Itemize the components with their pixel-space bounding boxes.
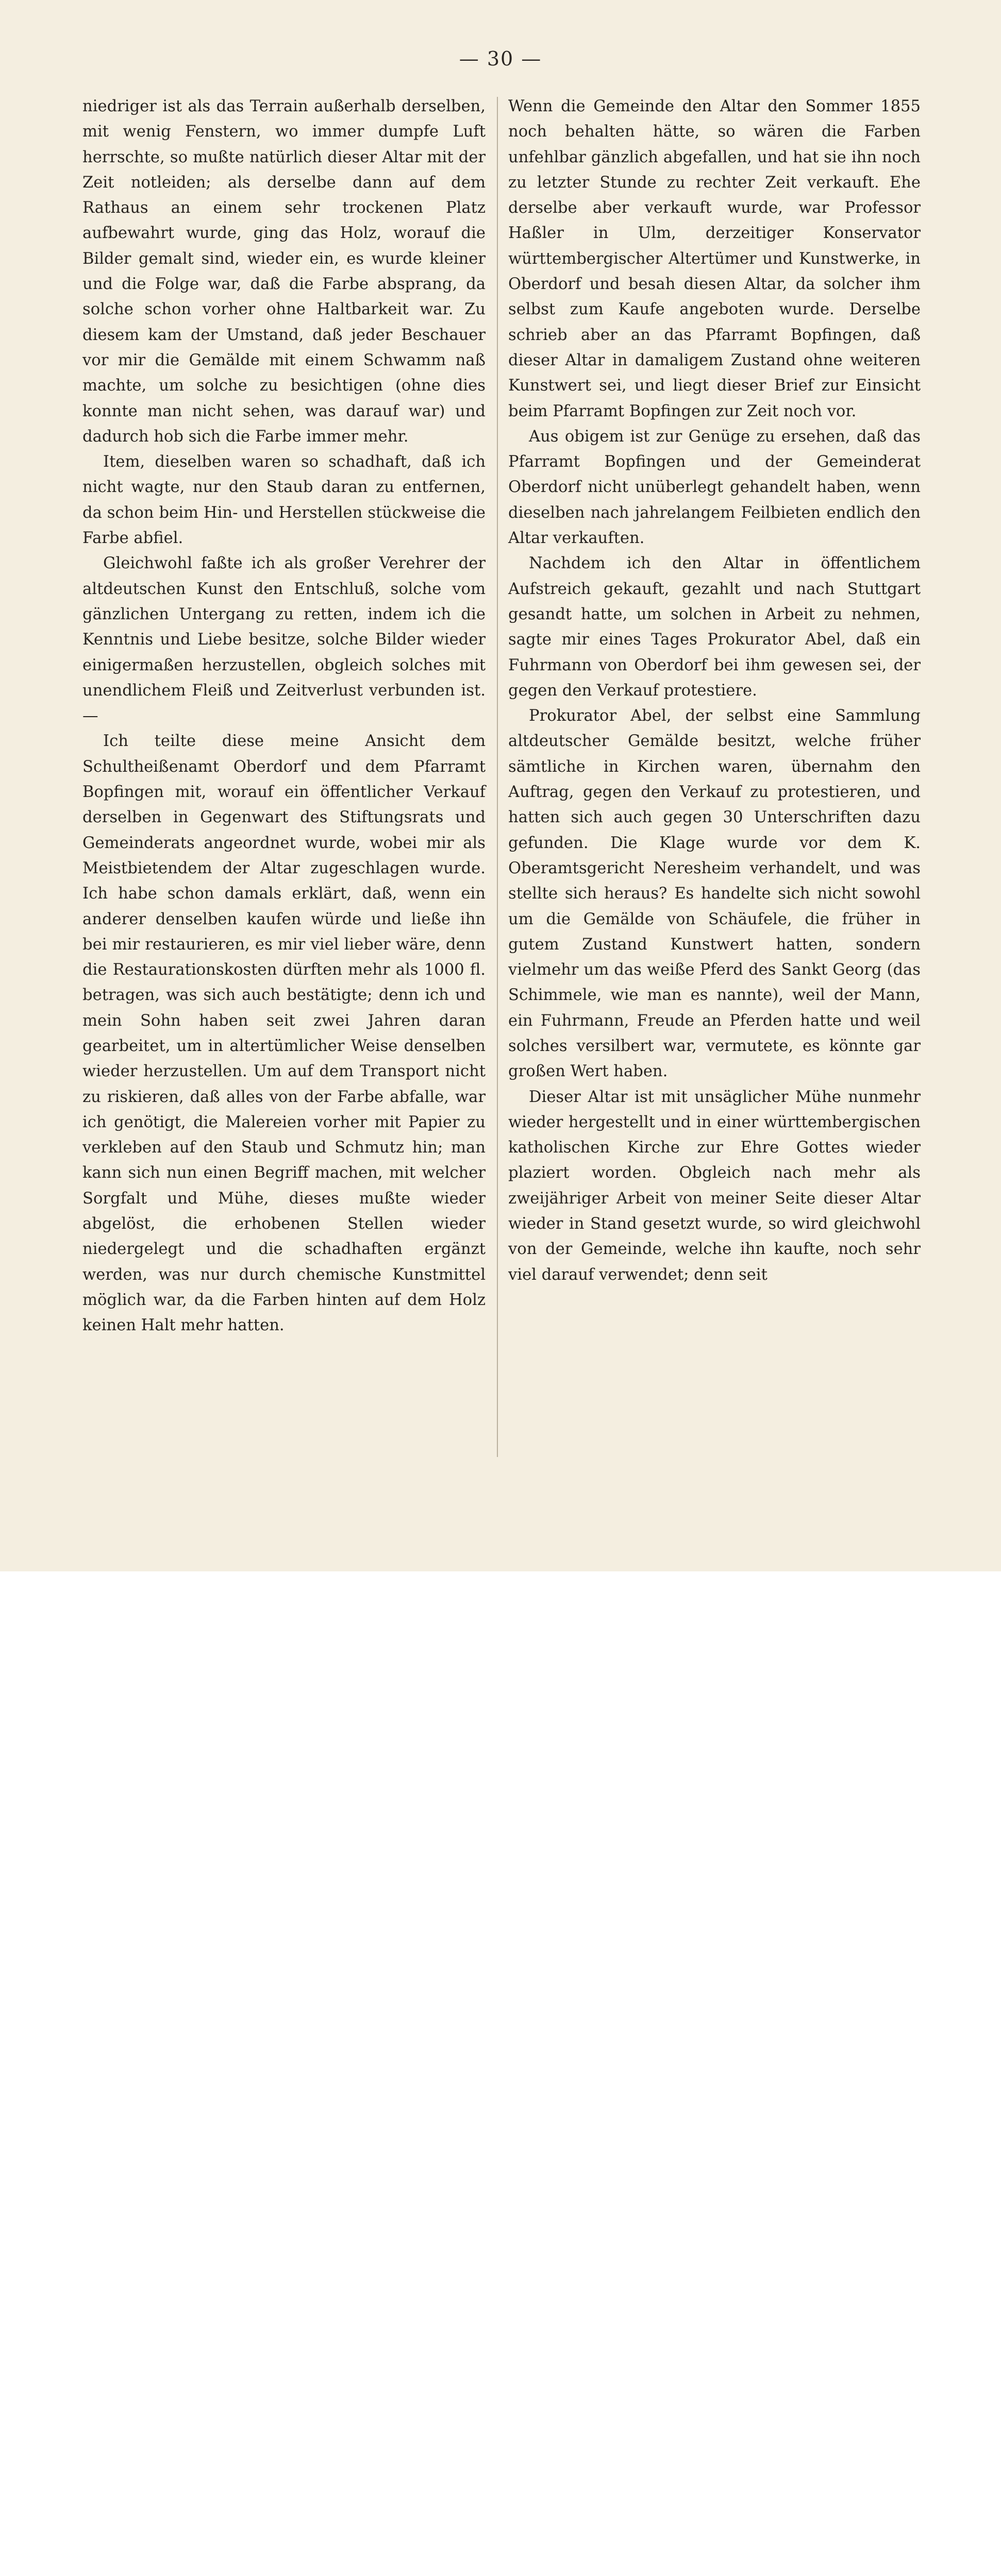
- paragraph: Nachdem ich den Altar in öffentlichem Aufstreich gekauft, gezahlt und nach Stuttgart gesandt hatte, um solchen in Arbeit zu nehmen, sagte mir eines Tages Prokurator Abel, daß ein Fuhrmann von Oberdorf bei ihm gewesen sei, der gegen den Verkauf protestiere.: [508, 554, 921, 700]
- paragraph: Wenn die Gemeinde den Altar den Sommer 1855 noch behalten hätte, so wären die Farben unfehlbar gänzlich abgefallen, und hat sie ihn noch zu letzter Stunde zu rechter Zeit verkauft. Ehe derselbe aber verkauft wurde, war Professor Haßler in Ulm, derzeitiger Konservator württembergischer Altertümer und Kunstwerke, in Oberdorf und besah diesen Altar, da solcher ihm selbst zum Kaufe angeboten wurde. Derselbe schrieb aber an das Pfarramt Bopfingen, daß dieser Altar in damaligem Zustand ohne weiteren Kunstwert sei, und liegt dieser Brief zur Einsicht beim Pfarramt Bopfingen zur Zeit noch vor.: [508, 97, 921, 420]
- paragraph: Prokurator Abel, der selbst eine Sammlung altdeutscher Gemälde besitzt, welche früher sämtliche in Kirchen waren, übernahm den Auftrag, gegen den Verkauf zu protestieren, und hatten sich auch gegen 30 Unterschriften dazu gefunden. Die Klage wurde vor dem K. Oberamtsgericht Neresheim verhandelt, und was stellte sich heraus? Es handelte sich nicht sowohl um die Gemälde von Schäufele, die früher in gutem Zustand Kunstwert hatten, sondern vielmehr um das weiße Pferd des Sankt Georg (das Schimmele, wie man es nannte), weil der Mann, ein Fuhrmann, Freude an Pferden hatte und weil solches versilbert war, vermutete, es könnte gar großen Wert haben.: [508, 707, 921, 1081]
- paragraph: Dieser Altar ist mit unsäglicher Mühe nunmehr wieder hergestellt und in einer württembergischen katholischen Kirche zur Ehre Gottes wieder plaziert worden. Obgleich nach mehr als zweijähriger Arbeit von meiner Seite dieser Altar wieder in Stand gesetzt wurde, so wird gleichwohl von der Gemeinde, welche ihn kaufte, noch sehr viel darauf verwendet; denn seit: [508, 1088, 921, 1284]
- paragraph: Item, dieselben waren so schadhaft, daß ich nicht wagte, nur den Staub daran zu entfernen, da schon beim Hin- und Herstellen stückweise die Farbe abfiel.: [82, 453, 486, 548]
- column-divider: [497, 97, 498, 1457]
- paragraph: Aus obigem ist zur Genüge zu ersehen, daß das Pfarramt Bopfingen und der Gemeinderat Oberdorf nicht unüberlegt gehandelt haben, wenn dieselben nach jahrelangem Feilbieten endlich den Altar verkauften.: [508, 427, 921, 548]
- left-text-column: [82, 94, 486, 1338]
- page-number: — 30 —: [459, 47, 542, 70]
- paragraph: niedriger ist als das Terrain außerhalb derselben, mit wenig Fenstern, wo immer dumpfe Luft herrschte, so mußte natürlich dieser Altar mit der Zeit notleiden; als derselbe dann auf dem Rathaus an einem sehr trockenen Platz aufbewahrt wurde, ging das Holz, worauf die Bilder gemalt sind, wieder ein, es wurde kleiner und die Folge war, daß die Farbe absprang, da solche schon vorher ohne Haltbarkeit war. Zu diesem kam der Umstand, daß jeder Beschauer vor mir die Gemälde mit einem Schwamm naß machte, um solche zu besichtigen (ohne dies konnte man nicht sehen, was darauf war) und dadurch hob sich die Farbe immer mehr.: [82, 97, 486, 446]
- paragraph: Gleichwohl faßte ich als großer Verehrer der altdeutschen Kunst den Entschluß, solche vom gänzlichen Untergang zu retten, indem ich die Kenntnis und Liebe besitze, solche Bilder wieder einigermaßen herzustellen, obgleich solches mit unendlichem Fleiß und Zeitverlust verbunden ist. —: [82, 554, 486, 725]
- viewer-footer: [0, 1571, 1001, 1650]
- paragraph: Ich teilte diese meine Ansicht dem Schultheißenamt Oberdorf und dem Pfarramt Bopfingen mit, worauf ein öffentlicher Verkauf derselben in Gegenwart des Stiftungsrats und Gemeinderats angeordnet wurde, wobei mir als Meistbietendem der Altar zugeschlagen wurde. Ich habe schon damals erklärt, daß, wenn ein anderer denselben kaufen würde und ließe ihn bei mir restaurieren, es mir viel lieber wäre, denn die Restaurationskosten dürften mehr als 1000 fl. betragen, was sich auch bestätigte; denn ich und mein Sohn haben seit zwei Jahren daran gearbeitet, um in altertümlicher Weise denselben wieder herzustellen. Um auf dem Transport nicht zu riskieren, daß alles von der Farbe abfalle, war ich genötigt, die Malereien vorher mit Papier zu verkleben auf den Staub und Schmutz hin; man kann sich nun einen Begriff machen, mit welcher Sorgfalt und Mühe, dieses mußte wieder abgelöst, die erhobenen Stellen wieder niedergelegt und die schadhaften ergänzt werden, was nur durch chemische Kunstmittel möglich war, da die Farben hinten auf dem Holz keinen Halt mehr hatten.: [82, 732, 486, 1335]
- right-text-column: [508, 94, 921, 1287]
